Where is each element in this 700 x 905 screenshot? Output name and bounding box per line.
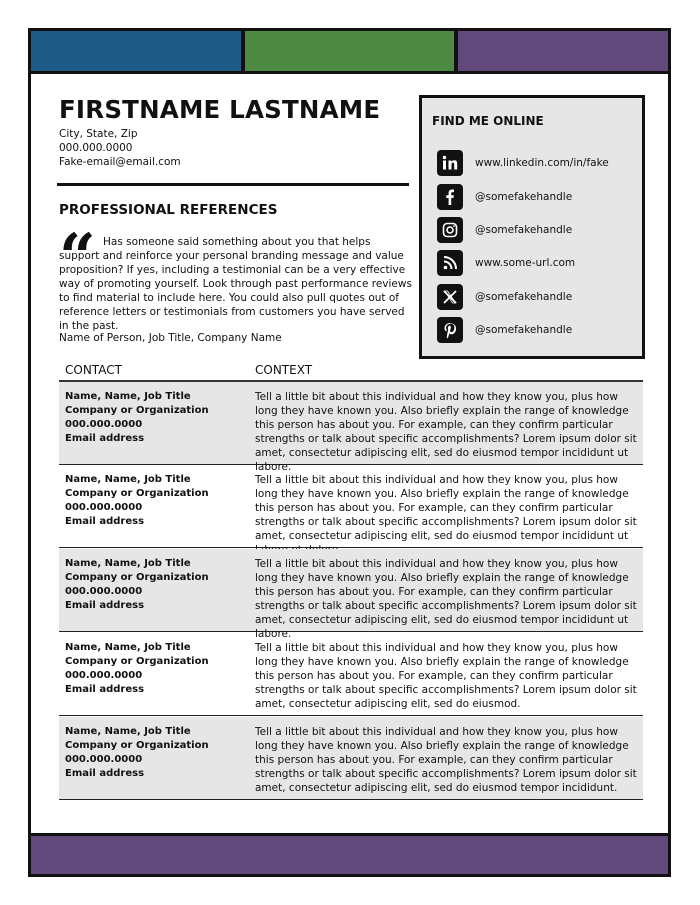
reference-name: Name, Name, Job Title [65, 726, 191, 737]
references-table-header [59, 360, 643, 382]
reference-contact [65, 557, 209, 613]
reference-context: Tell a little bit about this individual and how they know you, plus how long they have known you. Also briefly explain the range of knowledge this person has about you. For example, can they confirm particular strengths or talk about specific accomplishments? Lorem ipsum dolor sit amet, consectetur adipiscing elit, sed do eiusmod tempor incididunt. [255, 726, 637, 794]
reference-contact [65, 725, 209, 781]
reference-company: Company or Organization [65, 656, 209, 667]
facebook-icon [437, 184, 463, 210]
reference-phone: 000.000.0000 [65, 419, 143, 430]
social-link-text: @somefakehandle [475, 191, 573, 203]
reference-company: Company or Organization [65, 405, 209, 416]
reference-contact [65, 390, 209, 446]
reference-email: Email address [65, 684, 145, 695]
context-column-header: CONTEXT [255, 363, 313, 377]
table-row [59, 633, 643, 716]
social-link-x[interactable] [437, 284, 572, 310]
social-link-text: www.some-url.com [475, 257, 576, 269]
reference-email: Email address [65, 768, 145, 779]
reference-contact [65, 473, 209, 529]
header-divider [57, 183, 409, 186]
reference-name: Name, Name, Job Title [65, 391, 191, 402]
x-icon [437, 284, 463, 310]
quote-attribution: Name of Person, Job Title, Company Name [59, 332, 282, 344]
green-color-block [245, 31, 455, 71]
reference-phone: 000.000.0000 [65, 754, 143, 765]
instagram-icon [437, 217, 463, 243]
reference-company: Company or Organization [65, 572, 209, 583]
reference-company: Company or Organization [65, 740, 209, 751]
email-address[interactable]: Fake-email@email.com [59, 156, 181, 168]
reference-company: Company or Organization [65, 488, 209, 499]
social-link-linkedin[interactable] [437, 150, 609, 176]
blue-color-block [31, 31, 241, 71]
reference-name: Name, Name, Job Title [65, 474, 191, 485]
city-state-zip: City, State, Zip [59, 128, 138, 140]
purple-color-block [458, 31, 668, 71]
reference-contact [65, 641, 209, 697]
social-link-instagram[interactable] [437, 217, 572, 243]
find-me-online-box [419, 95, 645, 359]
social-link-text: www.linkedin.com/in/fake [475, 157, 609, 169]
reference-email: Email address [65, 600, 145, 611]
reference-context: Tell a little bit about this individual and how they know you, plus how long they have known you. Also briefly explain the range of knowledge this person has about you. For example, can they confirm particular strengths or talk about specific accomplishments? Lorem ipsum dolor sit amet, consectetur adipiscing elit, sed do eiusmod tempor incididunt ut [255, 474, 637, 542]
table-row [59, 465, 643, 548]
reference-name: Name, Name, Job Title [65, 558, 191, 569]
quote-icon: “ [59, 220, 96, 295]
phone-number: 000.000.0000 [59, 142, 133, 154]
reference-phone: 000.000.0000 [65, 586, 143, 597]
contact-column-header: CONTACT [65, 363, 122, 377]
table-row [59, 549, 643, 640]
table-row [59, 382, 643, 473]
social-link-website[interactable] [437, 250, 575, 276]
social-link-text: @somefakehandle [475, 291, 573, 303]
reference-phone: 000.000.0000 [65, 670, 143, 681]
section-title: PROFESSIONAL REFERENCES [59, 202, 278, 218]
candidate-name: FIRSTNAME LASTNAME [59, 95, 381, 124]
social-link-text: @somefakehandle [475, 324, 573, 336]
find-me-online-title: FIND ME ONLINE [432, 114, 544, 128]
linkedin-icon [437, 150, 463, 176]
contact-info [59, 127, 181, 169]
reference-context: Tell a little bit about this individual and how they know you, plus how long they have known you. Also briefly explain the range of knowledge this person has about you. For example, can they confirm particular strengths or talk about specific accomplishments? Lorem ipsum dolor sit amet, consectetur adipiscing elit, sed do eiusmod tempor incididunt ut labore. [255, 558, 637, 640]
testimonial-quote: Has someone said something about you that helps support and reinforce your personal branding message and value proposition? If yes, including a testimonial can be a very effective way of promoting yourself. Look through past performance reviews to find material to include here. You could also pull quotes out of reference letters or testimonials from customers you have served in the past. [59, 236, 412, 332]
bottom-color-bar [31, 833, 668, 874]
reference-context: Tell a little bit about this individual and how they know you, plus how long they have known you. Also briefly explain the range of knowledge this person has about you. For example, can they confirm particular strengths or talk about specific accomplishments? Lorem ipsum dolor sit amet, consectetur adipiscing elit, sed do eiusmod tempor incididunt ut labore. [255, 391, 637, 473]
social-link-pinterest[interactable] [437, 317, 572, 343]
reference-phone: 000.000.0000 [65, 502, 143, 513]
top-color-bar [31, 31, 668, 74]
table-row [59, 717, 643, 800]
reference-email: Email address [65, 516, 145, 527]
pinterest-icon [437, 317, 463, 343]
reference-context: Tell a little bit about this individual and how they know you, plus how long they have known you. Also briefly explain the range of knowledge this person has about you. For example, can they confirm particular strengths or talk about specific accomplishments? Lorem ipsum dolor sit amet, consectetur adipiscing elit, sed do eiusmod. [255, 642, 637, 710]
rss-icon [437, 250, 463, 276]
resume-page [28, 28, 671, 877]
social-link-facebook[interactable] [437, 184, 572, 210]
reference-name: Name, Name, Job Title [65, 642, 191, 653]
reference-email: Email address [65, 433, 145, 444]
social-link-text: @somefakehandle [475, 224, 573, 236]
